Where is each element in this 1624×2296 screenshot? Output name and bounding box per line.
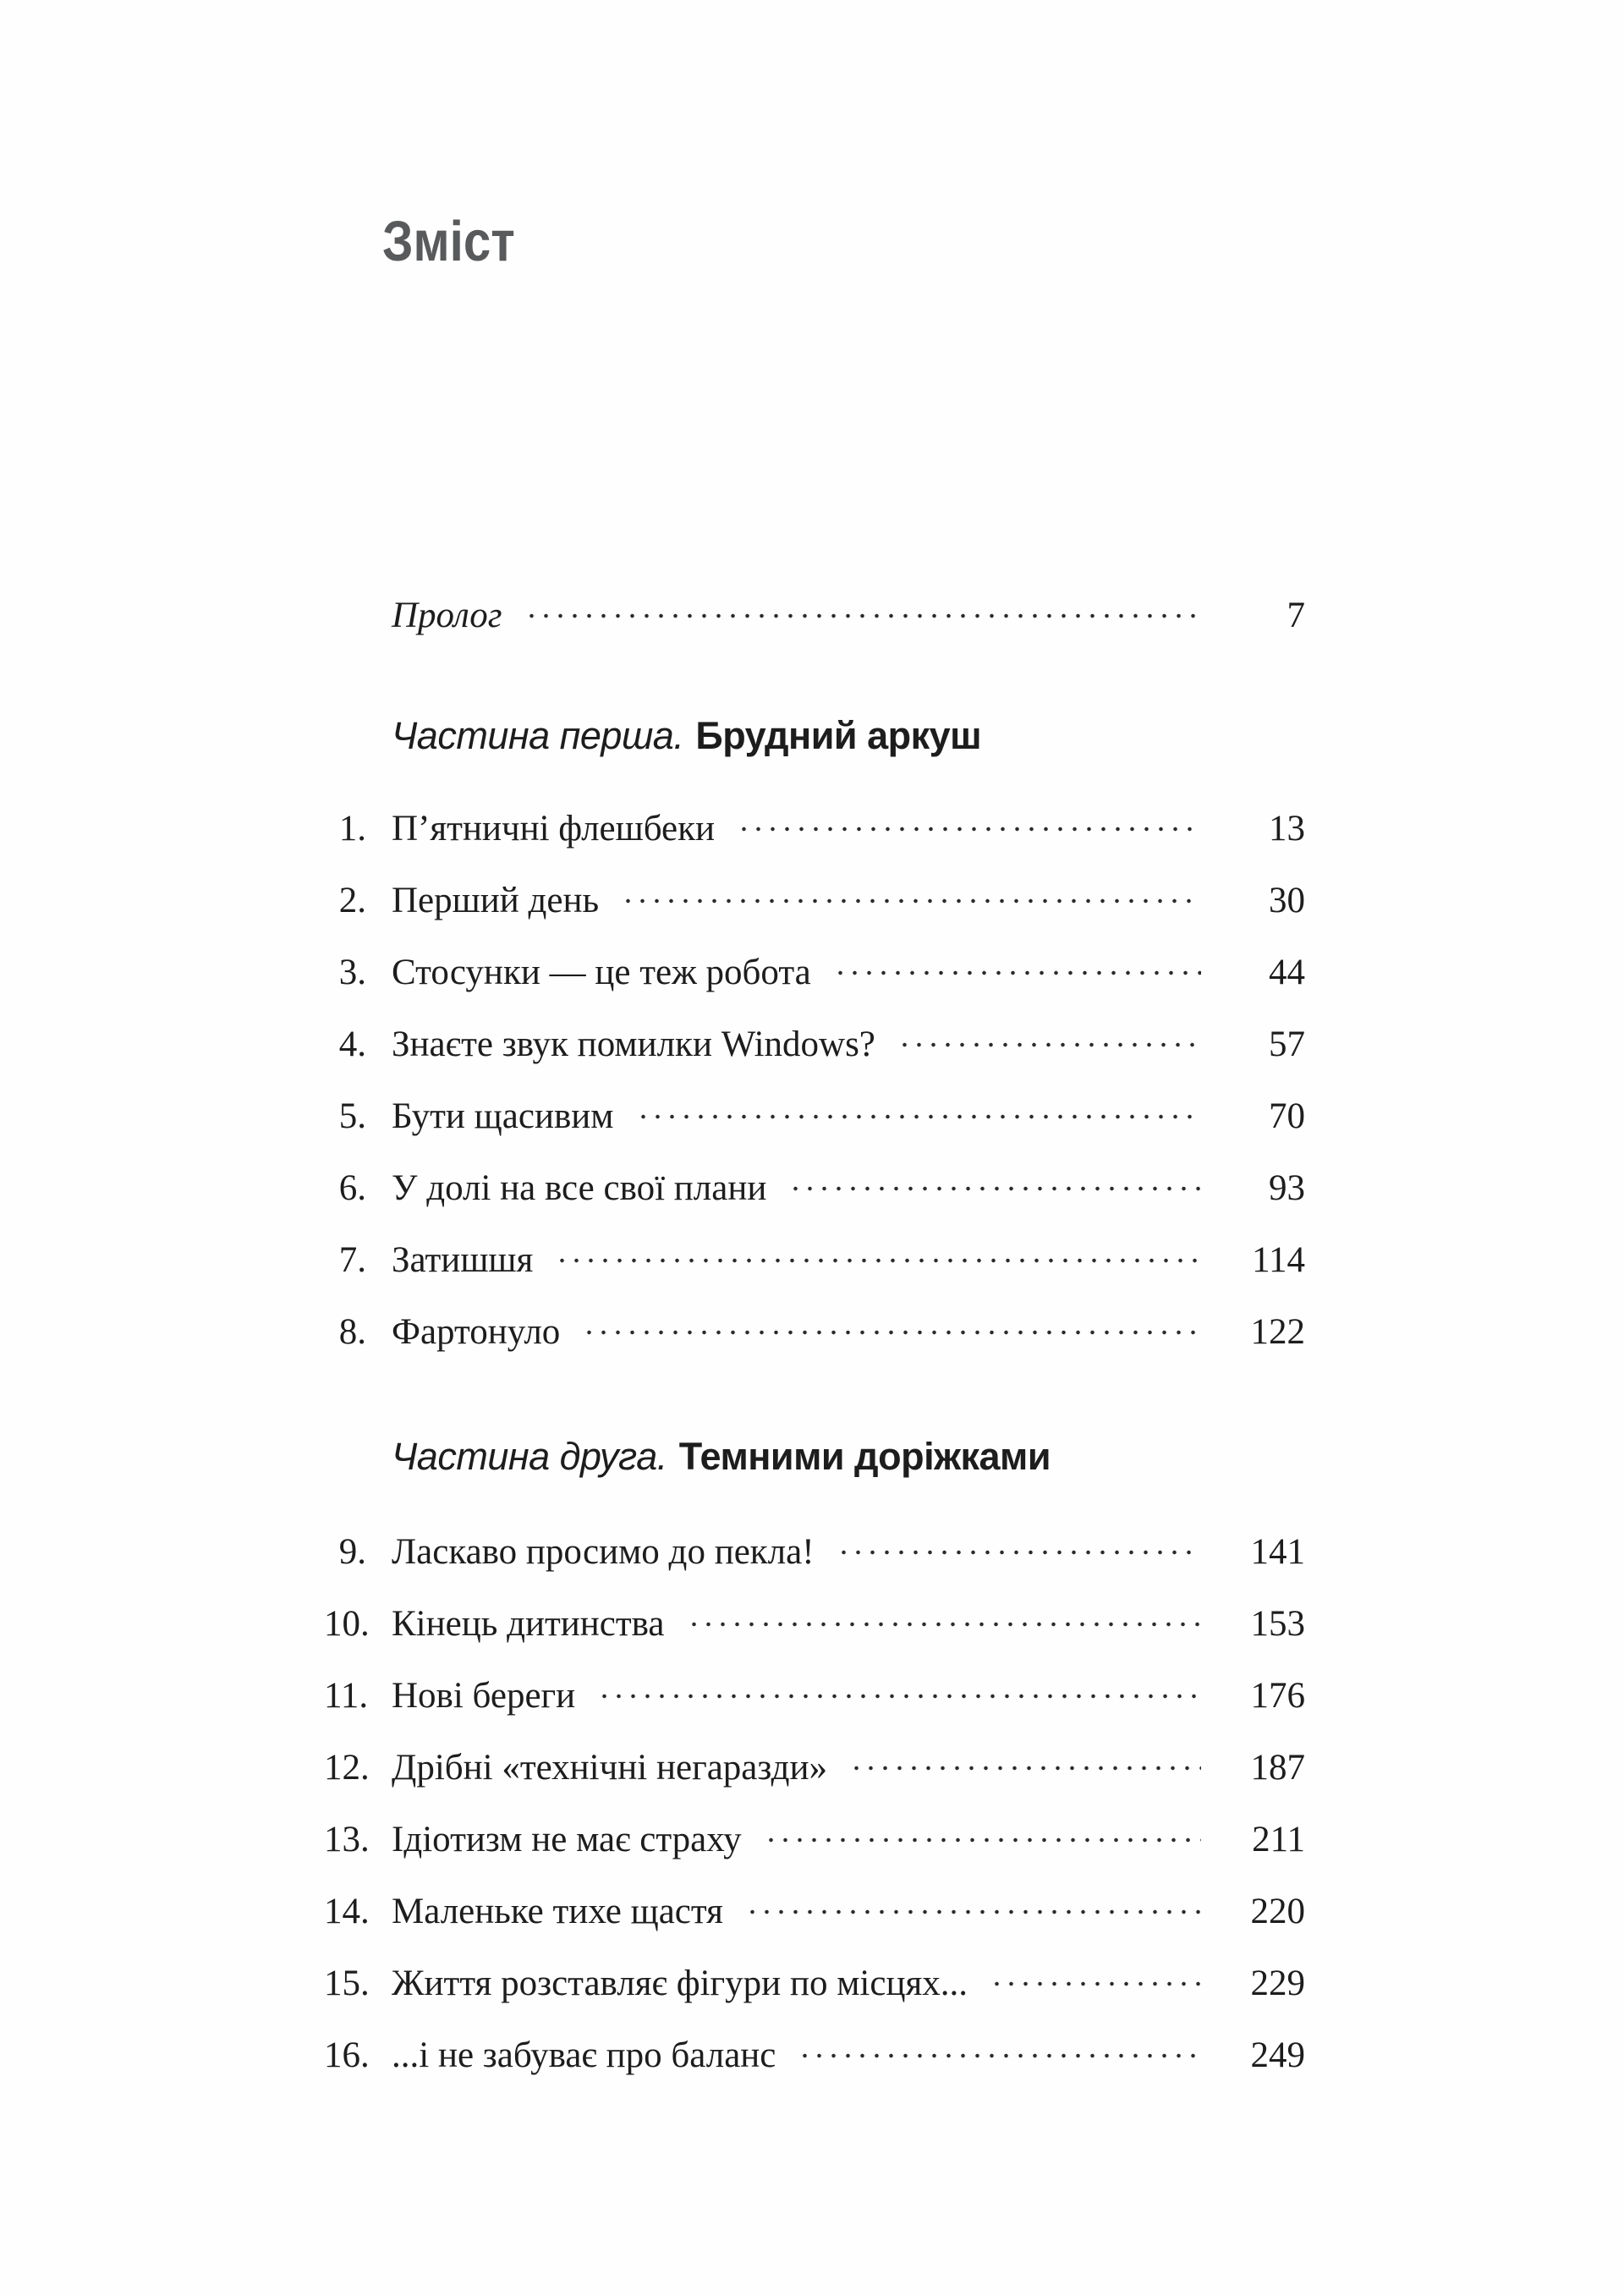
chapter-title: У долі на все свої плани [392, 1168, 767, 1208]
dotted-leader [745, 1904, 1201, 1920]
toc-row-prologue [324, 579, 1305, 651]
part-1-items [324, 793, 1305, 1368]
dotted-leader [737, 821, 1201, 837]
toc-row [324, 793, 1305, 865]
part-name-bold: Темними доріжками [678, 1435, 1051, 1478]
table-of-contents [324, 579, 1305, 2091]
dotted-leader [837, 1545, 1201, 1560]
chapter-title: Перший день [392, 881, 600, 920]
part-name-italic: Частина перша. [392, 714, 684, 757]
page-number: 44 [1269, 953, 1305, 992]
chapter-title: Маленьке тихе щастя [392, 1892, 723, 1931]
chapter-title: П’ятничні флешбеки [392, 809, 716, 849]
page-number: 176 [1250, 1676, 1305, 1716]
part-heading-1 [324, 700, 1305, 772]
part-name-italic: Частина друга. [392, 1435, 667, 1478]
chapter-number: 12. [324, 1748, 370, 1788]
dotted-leader [788, 1181, 1201, 1196]
toc-row [324, 1152, 1305, 1224]
toc-row [324, 1588, 1305, 1660]
page-number: 122 [1250, 1312, 1305, 1352]
page-number: 30 [1269, 881, 1305, 920]
page-number: 153 [1250, 1604, 1305, 1644]
toc-row [324, 1732, 1305, 1804]
dotted-leader [798, 2048, 1201, 2063]
page-number: 57 [1269, 1024, 1305, 1064]
page-number: 13 [1269, 809, 1305, 849]
dotted-leader [990, 1976, 1201, 1991]
chapter-number: 10. [324, 1604, 370, 1644]
chapter-number: 16. [324, 2035, 370, 2075]
page-number: 229 [1250, 1964, 1305, 2003]
toc-row [324, 1296, 1305, 1368]
page-number: 93 [1269, 1168, 1305, 1208]
chapter-title: Нові береги [392, 1676, 576, 1716]
toc-row [324, 1516, 1305, 1588]
page-number: 141 [1250, 1532, 1305, 1572]
page-number: 220 [1250, 1892, 1305, 1931]
chapter-number: 7. [338, 1240, 366, 1280]
chapter-title: Затишшя [392, 1240, 534, 1280]
dotted-leader [582, 1325, 1201, 1340]
chapter-title: Стосунки — це теж робота [392, 953, 811, 992]
dotted-leader [524, 608, 1201, 623]
chapter-title: ...і не забуває про баланс [392, 2035, 776, 2075]
chapter-title: Ласкаво просимо до пекла! [392, 1532, 815, 1572]
dotted-leader [636, 1109, 1202, 1124]
dotted-leader [897, 1037, 1201, 1052]
chapter-number: 4. [338, 1024, 366, 1064]
toc-row [324, 1660, 1305, 1732]
chapter-number: 3. [338, 953, 366, 992]
page-number: 187 [1250, 1748, 1305, 1788]
toc-row [324, 1008, 1305, 1080]
page-number: 7 [1287, 596, 1305, 635]
dotted-leader [597, 1689, 1201, 1704]
dotted-leader [555, 1253, 1201, 1268]
chapter-title: Бути щасивим [392, 1096, 614, 1136]
chapter-number: 6. [338, 1168, 366, 1208]
part-name-bold: Брудний аркуш [695, 714, 982, 757]
chapter-number: 15. [324, 1964, 370, 2003]
page-number: 211 [1252, 1820, 1305, 1859]
chapter-title: Дрібні «технічні негаразди» [392, 1748, 827, 1788]
chapter-title: Кінець дитинства [392, 1604, 665, 1644]
toc-row [324, 1876, 1305, 1947]
chapter-number: 5. [338, 1096, 366, 1136]
dotted-leader [764, 1832, 1201, 1848]
toc-row [324, 1804, 1305, 1876]
chapter-number: 8. [338, 1312, 366, 1352]
chapter-title: Ідіотизм не має страху [392, 1820, 742, 1859]
chapter-number: 9. [338, 1532, 366, 1572]
prologue-label: Пролог [392, 596, 502, 635]
page-number: 70 [1269, 1096, 1305, 1136]
part-2-items [324, 1516, 1305, 2091]
chapter-title: Життя розставляє фігури по місцях... [392, 1964, 968, 2003]
page-title: Зміст [382, 210, 515, 273]
dotted-leader [833, 965, 1201, 980]
dotted-leader [621, 893, 1201, 909]
dotted-leader [687, 1617, 1202, 1632]
chapter-number: 1. [338, 809, 366, 849]
toc-row [324, 937, 1305, 1008]
toc-row [324, 2019, 1305, 2091]
chapter-number: 11. [324, 1676, 369, 1716]
chapter-number: 2. [338, 881, 366, 920]
chapter-number: 13. [324, 1820, 370, 1859]
page-number: 249 [1250, 2035, 1305, 2075]
dotted-leader [849, 1760, 1201, 1776]
toc-row [324, 1947, 1305, 2019]
toc-row [324, 1224, 1305, 1296]
toc-row [324, 1080, 1305, 1152]
chapter-title: Фартонуло [392, 1312, 561, 1352]
page-number: 114 [1252, 1240, 1305, 1280]
part-heading-2 [324, 1420, 1305, 1492]
chapter-title: Знаєте звук помилки Windows? [392, 1024, 875, 1064]
toc-row [324, 865, 1305, 937]
chapter-number: 14. [324, 1892, 370, 1931]
